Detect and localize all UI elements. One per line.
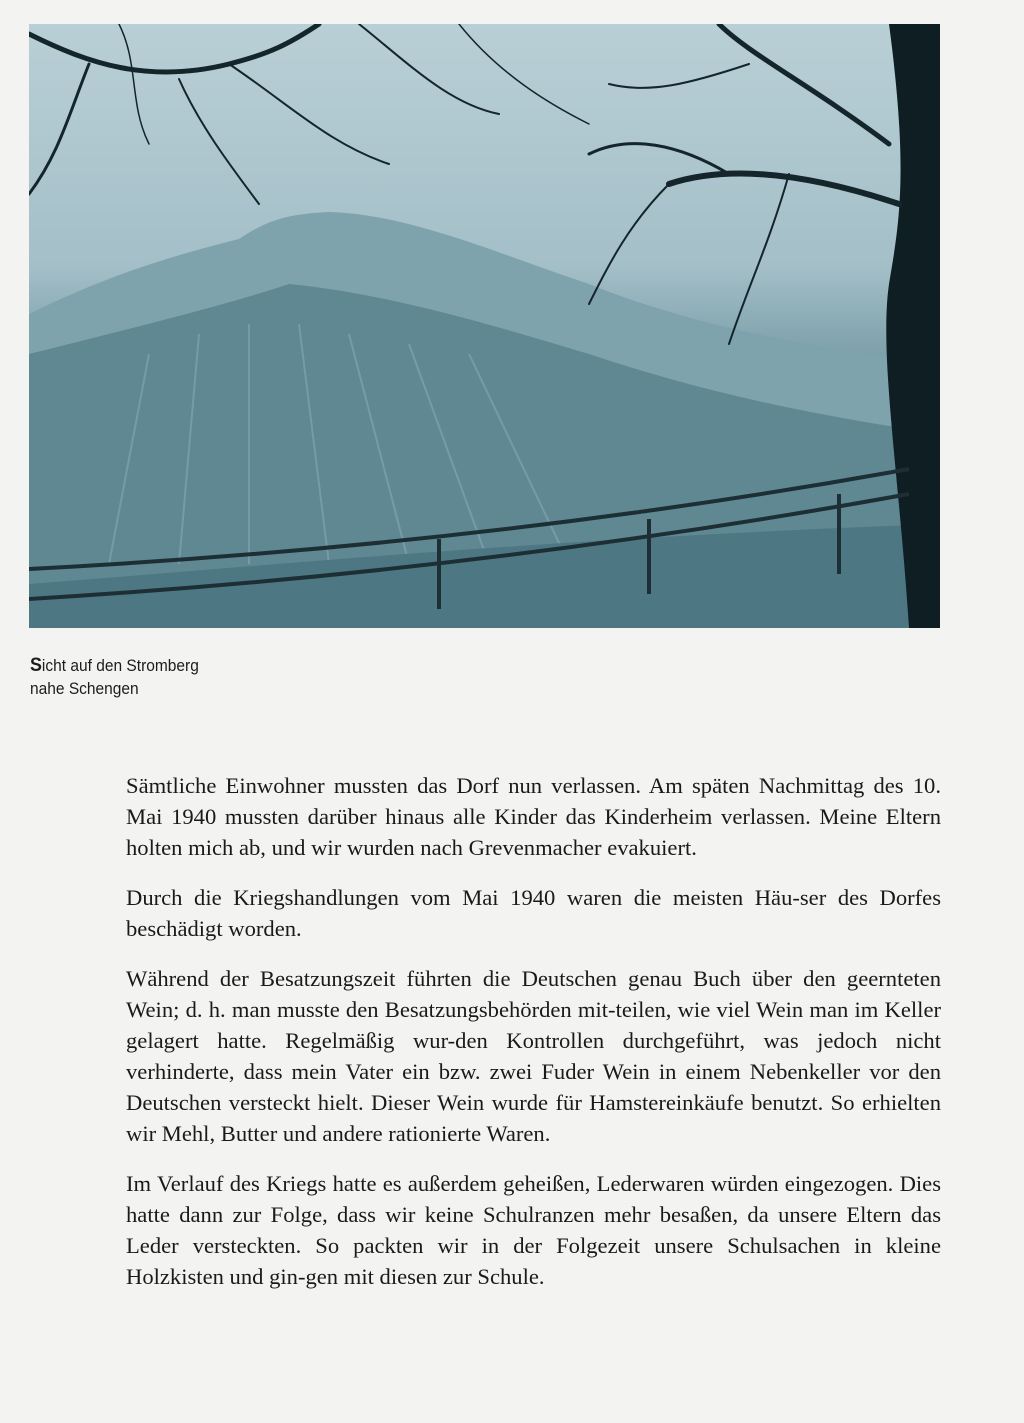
paragraph-4: Im Verlauf des Kriegs hatte es außerdem geheißen, Lederwaren würden eingezogen. Dies hatte dann zur Folge, dass wir keine Schulranzen mehr besaßen, da unsere Eltern das Leder versteckten. So packten wir in der Folgezeit unsere Schulsachen in kleine Holzkisten und gin-gen mit diesen zur Schule. <box>126 1171 941 1289</box>
caption-initial: S <box>30 655 42 676</box>
photo-caption <box>30 654 274 701</box>
stromberg-photo <box>29 24 940 628</box>
landscape-illustration <box>29 24 940 628</box>
caption-line-2: nahe Schengen <box>30 680 139 698</box>
body-text <box>126 770 941 1311</box>
caption-line-1-text: icht auf den Stromberg <box>41 657 199 675</box>
paragraph-2: Durch die Kriegshandlungen vom Mai 1940 waren die meisten Häu-ser des Dorfes beschädigt worden. <box>126 885 941 941</box>
caption-line-1 <box>30 654 274 678</box>
paragraph-3: Während der Besatzungszeit führten die Deutschen genau Buch über den geernteten Wein; d. h. man musste den Besatzungsbehörden mit-teilen, wie viel Wein man im Keller gelagert hatte. Regelmäßig wur-den Kontrollen durchgeführt, was jedoch nicht verhinderte, dass mein Vater ein bzw. zwei Fuder Wein in einem Nebenkeller vor den Deutschen versteckt hielt. Dieser Wein wurde für Hamstereinkäufe benutzt. So erhielten wir Mehl, Butter und andere rationierte Waren. <box>126 966 941 1146</box>
paragraph-1: Sämtliche Einwohner mussten das Dorf nun verlassen. Am späten Nachmittag des 10. Mai 1940 mussten darüber hinaus alle Kinder das Kinderheim verlassen. Meine Eltern holten mich ab, und wir wurden nach Grevenmacher evakuiert. <box>126 773 941 860</box>
